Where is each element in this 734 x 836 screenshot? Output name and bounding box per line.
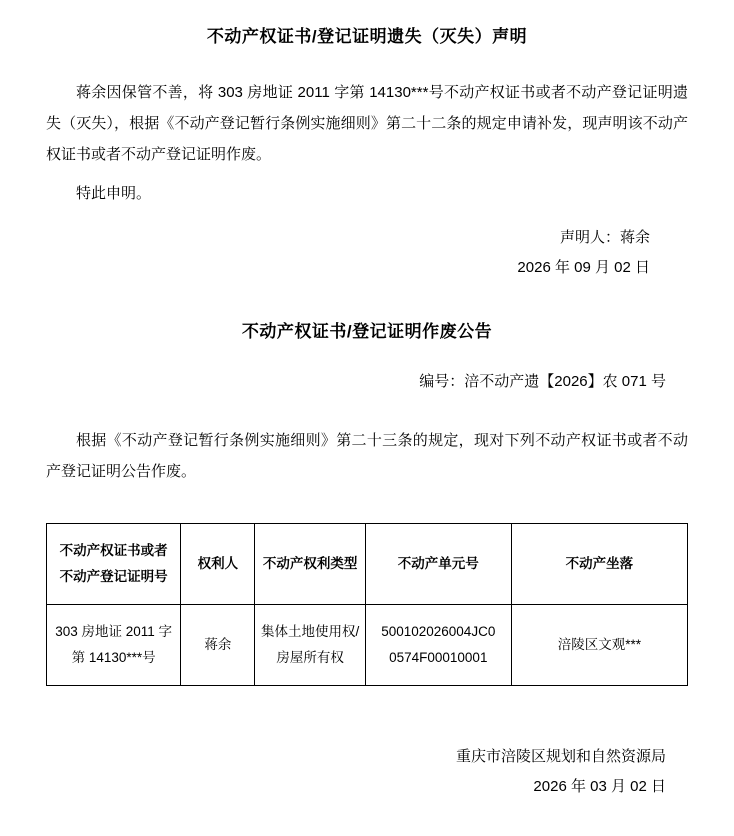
notice-footer-block [46,742,688,802]
cell-certificate-no [47,605,181,686]
table-header-certificate-no-line2: 不动产登记证明号 [59,569,168,584]
cell-right-type-line1: 集体土地使用权/ [260,624,360,639]
table-row [47,605,688,686]
table-header-row [47,524,688,605]
declaration-signer: 声明人：蒋余 [559,229,650,246]
declaration-closing-paragraph: 特此申明。 [76,185,152,202]
table-header-owner: 权利人 [181,524,255,605]
declaration-body-paragraph: 蒋余因保管不善，将 303 房地证 2011 字第 14130***号不动产权证书或者不动产登记证明遗失（灭失），根据《不动产登记暂行条例实施细则》第二十二条的规定申请补发，现声明该不动产权证书或者不动产登记证明作废。 [46,84,688,163]
table-header-location: 不动产坐落 [511,524,687,605]
issue-date: 2026 年 03 月 02 日 [533,778,666,795]
declaration-title: 不动产权证书/登记证明遗失（灭失）声明 [206,27,528,46]
table-header-certificate-no [47,524,181,605]
cell-unit-no [365,605,511,686]
cell-right-type-line2: 房屋所有权 [276,650,344,665]
notice-title: 不动产权证书/登记证明作废公告 [241,322,493,341]
table-header-right-type: 不动产权利类型 [255,524,365,605]
void-certificate-table [46,523,688,686]
notice-serial-number: 编号：涪不动产遗【2026】农 071 号 [419,373,666,390]
table-header-unit-no: 不动产单元号 [365,524,511,605]
table-header-certificate-no-line1: 不动产权证书或者 [59,543,168,558]
cell-right-type [255,605,365,686]
cell-unit-no-line2: 0574F00010001 [389,650,488,665]
declaration-signature-block [46,223,688,283]
cell-certificate-no-line2: 第 14130***号 [71,650,156,665]
declaration-date: 2026 年 09 月 02 日 [517,259,650,276]
cell-location: 涪陵区文观*** [511,605,687,686]
issuing-authority: 重庆市涪陵区规划和自然资源局 [455,748,666,765]
notice-body-paragraph: 根据《不动产登记暂行条例实施细则》第二十三条的规定，现对下列不动产权证书或者不动产登记证明公告作废。 [46,432,688,480]
cell-certificate-no-line1: 303 房地证 2011 字 [55,624,172,639]
cell-owner: 蒋余 [181,605,255,686]
cell-unit-no-line1: 500102026004JC0 [381,624,496,639]
document-page [0,22,734,836]
